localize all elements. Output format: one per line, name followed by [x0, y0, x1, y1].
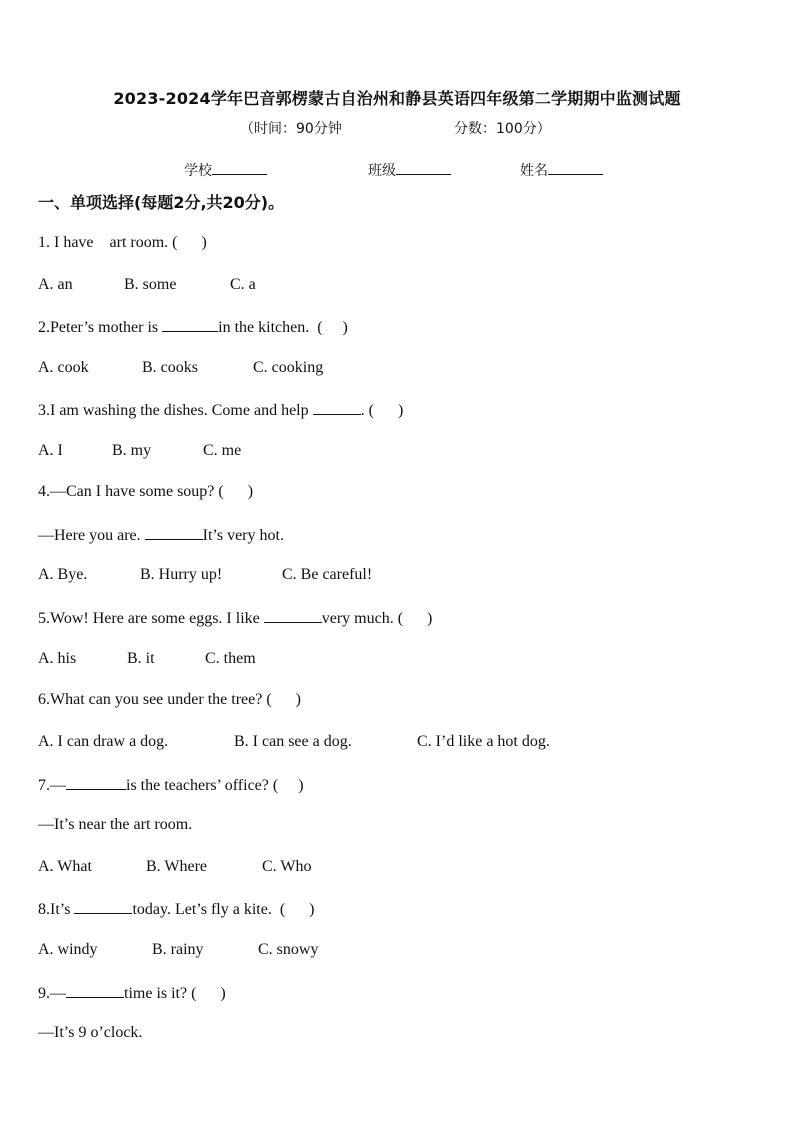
q8-stem-end: today. Let’s fly a kite. ( ) [132, 901, 315, 918]
q2-option-b[interactable]: B. cooks [142, 359, 198, 376]
q2-stem-start: 2.Peter’s mother is [38, 319, 163, 336]
question-1: 1. I have art room. ( ) [38, 234, 207, 251]
q5-option-a[interactable]: A. his [38, 650, 77, 667]
q8-blank[interactable] [74, 899, 132, 914]
q3-stem-end: . ( ) [360, 402, 404, 419]
q9-stem-start: 9.— [38, 985, 66, 1002]
question-5 [38, 608, 432, 628]
question-4: 4.—Can I have some soup? ( ) [38, 483, 254, 500]
q5-stem-start: 5.Wow! Here are some eggs. I like [38, 610, 264, 627]
question-9-response: —It’s 9 o’clock. [38, 1024, 143, 1041]
q7-blank[interactable] [66, 775, 126, 790]
class-blank[interactable] [396, 160, 451, 175]
q2-option-c[interactable]: C. cooking [253, 359, 324, 376]
q6-option-a[interactable]: A. I can draw a dog. [38, 733, 169, 750]
name-label: 姓名 [520, 163, 548, 179]
q7-option-a[interactable]: A. What [38, 858, 92, 875]
school-field[interactable] [184, 160, 267, 180]
q1-option-c[interactable]: C. a [230, 276, 256, 293]
name-field[interactable] [520, 160, 603, 180]
question-9 [38, 983, 226, 1003]
q4-response-start: —Here you are. [38, 527, 145, 544]
q3-stem-start: 3.I am washing the dishes. Come and help [38, 402, 313, 419]
question-7 [38, 775, 304, 795]
q4-option-c[interactable]: C. Be careful! [282, 566, 373, 583]
q3-option-c[interactable]: C. me [203, 442, 242, 459]
q1-option-b[interactable]: B. some [124, 276, 177, 293]
page-title: 2023-2024学年巴音郭楞蒙古自治州和静县英语四年级第二学期期中监测试题 [113, 89, 681, 108]
q2-stem-end: in the kitchen. ( ) [218, 319, 348, 336]
q5-option-b[interactable]: B. it [127, 650, 155, 667]
q3-option-b[interactable]: B. my [112, 442, 152, 459]
class-label: 班级 [368, 163, 396, 179]
q4-option-b[interactable]: B. Hurry up! [140, 566, 223, 583]
name-blank[interactable] [548, 160, 603, 175]
q2-blank[interactable] [162, 317, 218, 332]
q6-option-b[interactable]: B. I can see a dog. [234, 733, 352, 750]
q7-option-b[interactable]: B. Where [146, 858, 208, 875]
section-title: 一、单项选择(每题2分,共20分)。 [38, 193, 285, 212]
school-label: 学校 [184, 163, 212, 179]
q3-option-a[interactable]: A. I [38, 442, 63, 459]
q7-stem-end: is the teachers’ office? ( ) [126, 777, 304, 794]
q8-option-c[interactable]: C. snowy [258, 941, 319, 958]
q9-blank[interactable] [66, 983, 124, 998]
question-3 [38, 400, 403, 420]
question-6: 6.What can you see under the tree? ( ) [38, 691, 301, 708]
q7-option-c[interactable]: C. Who [262, 858, 312, 875]
class-field[interactable] [368, 160, 451, 180]
question-2 [38, 317, 348, 337]
exam-score: 分数：100分） [454, 121, 551, 137]
exam-time: （时间：90分钟 [240, 121, 342, 137]
q3-blank[interactable] [313, 400, 361, 415]
q5-option-c[interactable]: C. them [205, 650, 256, 667]
school-blank[interactable] [212, 160, 267, 175]
q4-option-a[interactable]: A. Bye. [38, 566, 88, 583]
q7-stem-start: 7.— [38, 777, 66, 794]
q5-blank[interactable] [264, 608, 322, 623]
q8-option-b[interactable]: B. rainy [152, 941, 204, 958]
question-8 [38, 899, 314, 919]
question-4-response [38, 525, 284, 545]
q4-blank[interactable] [145, 525, 203, 540]
q9-stem-end: time is it? ( ) [124, 985, 226, 1002]
q8-option-a[interactable]: A. windy [38, 941, 98, 958]
question-7-response: —It’s near the art room. [38, 816, 193, 833]
q1-option-a[interactable]: A. an [38, 276, 73, 293]
q4-response-end: It’s very hot. [202, 527, 284, 544]
q8-stem-start: 8.It’s [38, 901, 75, 918]
q5-stem-end: very much. ( ) [321, 610, 433, 627]
q6-option-c[interactable]: C. I’d like a hot dog. [417, 733, 550, 750]
q2-option-a[interactable]: A. cook [38, 359, 89, 376]
